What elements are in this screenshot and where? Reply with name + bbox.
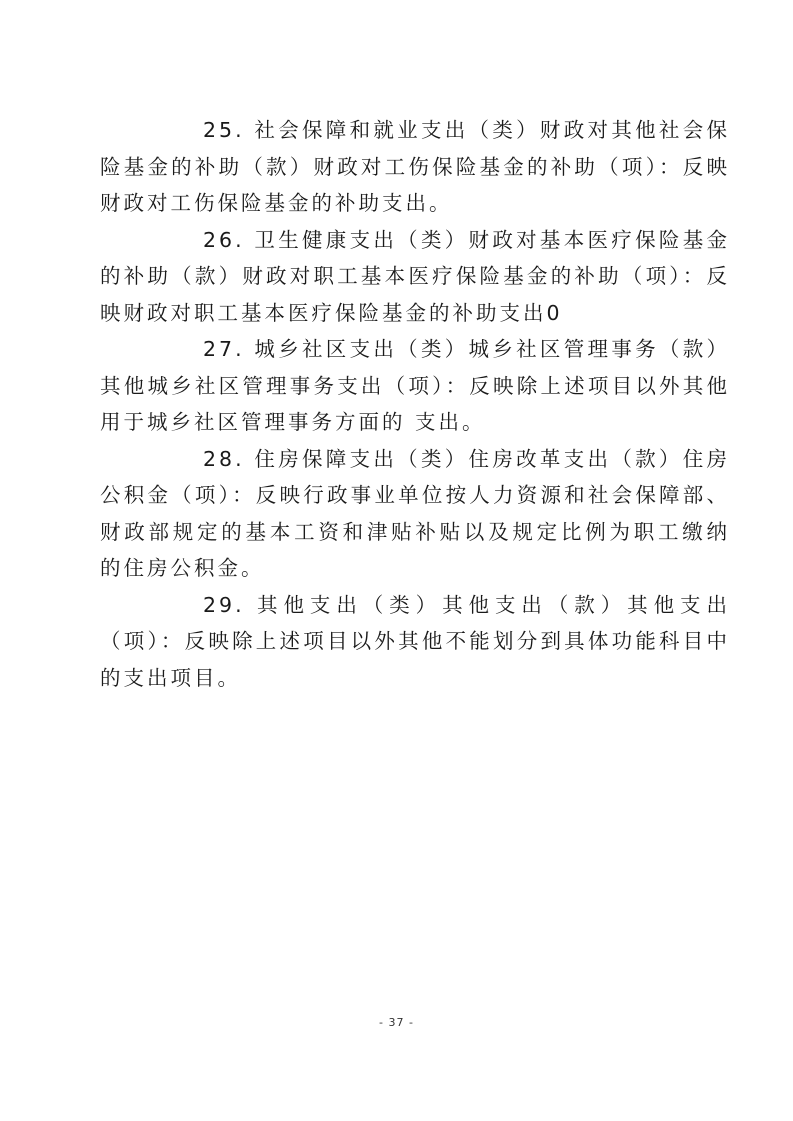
paragraph-item-27: 27. 城乡社区支出（类）城乡社区管理事务（款）其他城乡社区管理事务支出（项）：反映除上述项目以外其他用于城乡社区管理事务方面的 支出。 <box>100 337 730 434</box>
paragraph-item-29: 29. 其他支出（类）其他支出（款）其他支出（项）：反映除上述项目以外其他不能划分到具体功能科目中的支出项目。 <box>100 592 730 690</box>
paragraph-item-26: 26. 卫生健康支出（类）财政对基本医疗保险基金的补助（款）财政对职工基本医疗保险基金的补助（项）：反映财政对职工基本医疗保险基金的补助支出0 <box>100 227 730 325</box>
paragraph-item-25: 25. 社会保障和就业支出（类）财政对其他社会保险基金的补助（款）财政对工伤保险基金的补助（项）：反映财政对工伤保险基金的补助支出。 <box>100 118 730 215</box>
paragraph-item-28: 28. 住房保障支出（类）住房改革支出（款）住房公积金（项）：反映行政事业单位按人力资源和社会保障部、财政部规定的基本工资和津贴补贴以及规定比例为职工缴纳的住房公积金。 <box>100 446 730 580</box>
page-number: - 37 - <box>379 1016 414 1029</box>
document-body <box>100 112 730 696</box>
